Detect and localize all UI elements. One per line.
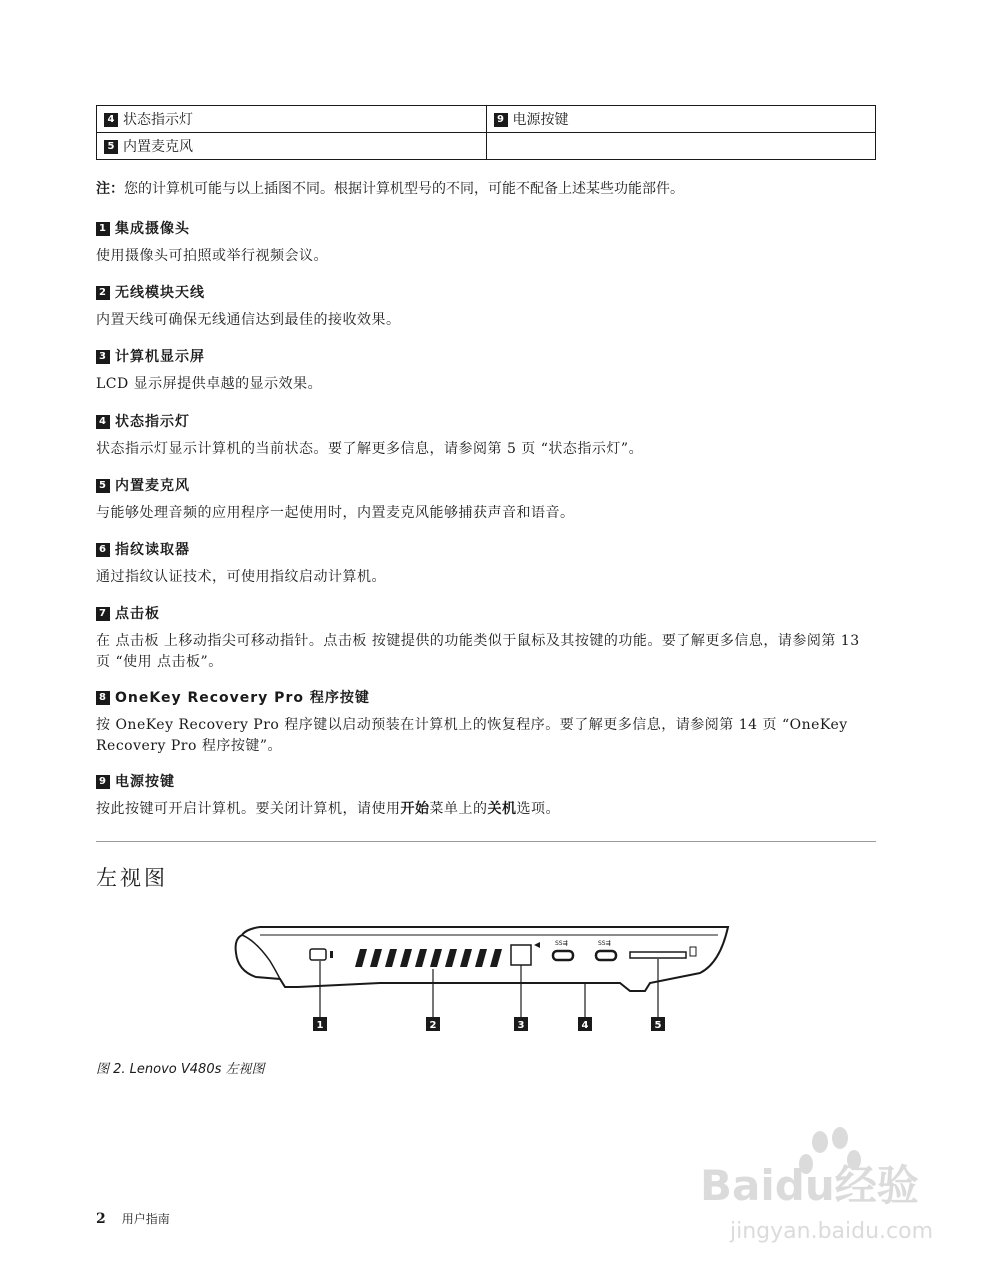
page-number: 2 bbox=[96, 1211, 106, 1227]
section-heading bbox=[96, 476, 876, 496]
section-title: 左视图 bbox=[96, 866, 168, 891]
watermark-url: jingyan.baidu.com bbox=[730, 1219, 934, 1244]
section-heading bbox=[96, 540, 876, 560]
section-status-led bbox=[96, 412, 876, 460]
kensington-slot bbox=[310, 949, 333, 960]
body-emphasis-start: 开始 bbox=[400, 801, 430, 817]
section-heading bbox=[96, 604, 876, 624]
table-cell bbox=[97, 106, 487, 133]
section-body: 状态指示灯显示计算机的当前状态。要了解更多信息，请参阅第 5 页 “状态指示灯”。 bbox=[96, 441, 644, 457]
svg-text:SS⇶: SS⇶ bbox=[555, 940, 568, 947]
section-divider bbox=[96, 841, 876, 842]
table-cell bbox=[486, 106, 876, 133]
callout-badge: 3 bbox=[96, 350, 110, 364]
table-cell-empty bbox=[486, 133, 876, 160]
callout-3: 3 bbox=[517, 1020, 525, 1031]
body-text: 菜单上的 bbox=[429, 801, 488, 817]
callout-1: 1 bbox=[316, 1020, 324, 1031]
section-body: 使用摄像头可拍照或举行视频会议。 bbox=[96, 248, 328, 264]
figure-callouts bbox=[313, 1017, 665, 1031]
section-fingerprint bbox=[96, 540, 876, 588]
callout-badge: 4 bbox=[96, 415, 110, 429]
usb-ports bbox=[553, 940, 616, 960]
section-touchpad bbox=[96, 604, 876, 673]
section-heading bbox=[96, 347, 876, 367]
callout-badge: 1 bbox=[96, 222, 110, 236]
section-heading bbox=[96, 772, 876, 792]
cell-label: 电源按键 bbox=[512, 112, 569, 128]
table-row bbox=[97, 133, 876, 160]
callout-4: 4 bbox=[581, 1020, 589, 1031]
section-display bbox=[96, 347, 876, 395]
section-camera bbox=[96, 219, 876, 267]
callout-badge: 7 bbox=[96, 607, 110, 621]
callout-badge: 8 bbox=[96, 691, 110, 705]
svg-text:SS⇶: SS⇶ bbox=[598, 940, 611, 947]
section-title-text: OneKey Recovery Pro 程序按键 bbox=[115, 690, 370, 706]
callout-5: 5 bbox=[654, 1020, 662, 1031]
note bbox=[96, 178, 684, 198]
callout-badge: 2 bbox=[96, 286, 110, 300]
callout-lines bbox=[320, 959, 658, 1017]
section-body: LCD 显示屏提供卓越的显示效果。 bbox=[96, 376, 323, 392]
note-text: 您的计算机可能与以上插图不同。根据计算机型号的不同，可能不配备上述某些功能部件。 bbox=[124, 181, 684, 197]
footer-text: 用户指南 bbox=[121, 1212, 170, 1226]
table-row bbox=[97, 106, 876, 133]
fan-vent bbox=[355, 949, 502, 967]
cell-label: 状态指示灯 bbox=[123, 112, 193, 128]
body-text: 选项。 bbox=[516, 801, 560, 817]
body-text: 按此按键可开启计算机。要关闭计算机，请使用 bbox=[96, 801, 401, 817]
section-heading bbox=[96, 283, 876, 303]
callout-badge: 5 bbox=[104, 140, 118, 154]
section-heading bbox=[96, 412, 876, 432]
laptop-left-view-figure bbox=[230, 905, 750, 1035]
section-title-text: 状态指示灯 bbox=[115, 414, 190, 430]
body-emphasis-shutdown: 关机 bbox=[487, 801, 517, 817]
card-reader-slot bbox=[630, 947, 696, 958]
callout-badge: 5 bbox=[96, 479, 110, 493]
section-title-text: 无线模块天线 bbox=[115, 285, 205, 301]
section-heading bbox=[96, 219, 876, 239]
baidu-watermark bbox=[690, 1120, 950, 1250]
callout-badge: 9 bbox=[96, 775, 110, 789]
section-body: 在 点击板 上移动指尖可移动指针。点击板 按键提供的功能类似于鼠标及其按键的功能。要了解更多信息，请参阅第 13 页 “使用 点击板”。 bbox=[96, 633, 860, 670]
callout-badge: 4 bbox=[104, 113, 118, 127]
section-body: 通过指纹认证技术，可使用指纹启动计算机。 bbox=[96, 569, 386, 585]
section-body bbox=[96, 799, 876, 820]
cell-label: 内置麦克风 bbox=[123, 139, 193, 155]
section-body: 内置天线可确保无线通信达到最佳的接收效果。 bbox=[96, 312, 401, 328]
section-title-text: 点击板 bbox=[115, 606, 160, 622]
section-title-text: 指纹读取器 bbox=[115, 542, 190, 558]
section-title-text: 内置麦克风 bbox=[115, 478, 190, 494]
callout-2: 2 bbox=[429, 1020, 437, 1031]
section-title-text: 计算机显示屏 bbox=[115, 349, 205, 365]
section-body: 按 OneKey Recovery Pro 程序键以启动预装在计算机上的恢复程序。要了解更多信息，请参阅第 14 页 “OneKey Recovery Pro 程序按键”。 bbox=[96, 717, 848, 754]
section-body: 与能够处理音频的应用程序一起使用时，内置麦克风能够捕获声音和语音。 bbox=[96, 505, 575, 521]
watermark-brand: Baidu经验 bbox=[700, 1161, 919, 1210]
note-prefix: 注： bbox=[96, 181, 124, 197]
section-title-text: 电源按键 bbox=[115, 774, 175, 790]
section-heading bbox=[96, 688, 876, 708]
section-microphone bbox=[96, 476, 876, 524]
figure-caption: 图 2. Lenovo V480s 左视图 bbox=[96, 1062, 265, 1077]
section-antenna bbox=[96, 283, 876, 331]
callout-badge: 6 bbox=[96, 543, 110, 557]
page-footer bbox=[96, 1210, 170, 1227]
callout-badge: 9 bbox=[494, 113, 508, 127]
section-title-text: 集成摄像头 bbox=[115, 221, 190, 237]
legend-table bbox=[96, 105, 876, 160]
ethernet-port bbox=[511, 942, 540, 965]
section-power-button bbox=[96, 772, 876, 820]
table-cell bbox=[97, 133, 487, 160]
section-onekey bbox=[96, 688, 876, 757]
